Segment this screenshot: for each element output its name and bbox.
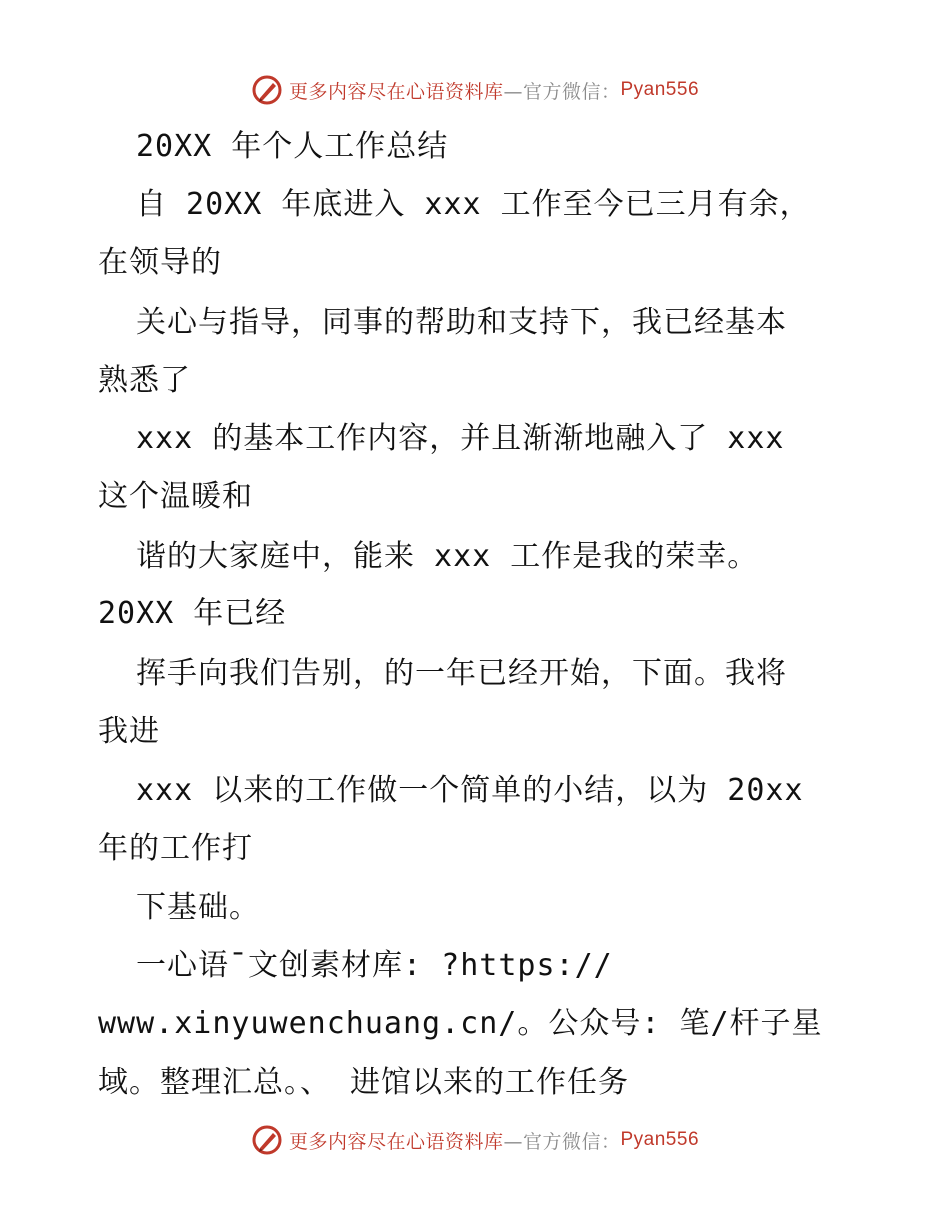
doc-line: 20XX 年已经 bbox=[98, 596, 287, 631]
doc-line: 年的工作打 bbox=[98, 831, 253, 866]
footer-separator: —官方微信： bbox=[503, 1130, 621, 1153]
doc-line: xxx 的基本工作内容，并且渐渐地融入了 xxx bbox=[136, 421, 785, 456]
header-separator: —官方微信： bbox=[503, 80, 621, 103]
doc-line: 自 20XX 年底进入 xxx 工作至今已三月有余， bbox=[136, 187, 811, 222]
doc-line: www.xinyuwenchuang.cn/。公众号: 笔/杆子星 bbox=[98, 1006, 823, 1041]
doc-line: 下基础。 bbox=[136, 890, 260, 925]
footer-banner bbox=[0, 1120, 950, 1160]
pen-logo-icon bbox=[251, 74, 283, 106]
pen-logo-icon bbox=[251, 1124, 283, 1156]
doc-title: 20XX 年个人工作总结 bbox=[136, 129, 449, 164]
doc-line: 这个温暖和 bbox=[98, 479, 253, 514]
header-banner bbox=[0, 70, 950, 110]
doc-line: 关心与指导，同事的帮助和支持下，我已经基本 bbox=[136, 305, 787, 340]
doc-line: 熟悉了 bbox=[98, 363, 191, 398]
doc-line: 我进 bbox=[98, 714, 160, 749]
header-title: 更多内容尽在心语资料库 bbox=[288, 80, 504, 103]
footer-wechat-id: Pyan556 bbox=[620, 1129, 700, 1150]
doc-line: 在领导的 bbox=[98, 245, 222, 280]
footer-title: 更多内容尽在心语资料库 bbox=[288, 1130, 504, 1153]
doc-line: xxx 以来的工作做一个简单的小结，以为 20xx bbox=[136, 773, 804, 808]
header-wechat-id: Pyan556 bbox=[620, 79, 700, 100]
doc-line: 一心语¯文创素材库: ?https:// bbox=[136, 948, 613, 983]
doc-line: 挥手向我们告别，的一年已经开始，下面。我将 bbox=[136, 656, 787, 691]
doc-line: 域。整理汇总。、 进馆以来的工作任务 bbox=[98, 1065, 630, 1100]
doc-line: 谐的大家庭中，能来 xxx 工作是我的荣幸。 bbox=[136, 539, 759, 574]
